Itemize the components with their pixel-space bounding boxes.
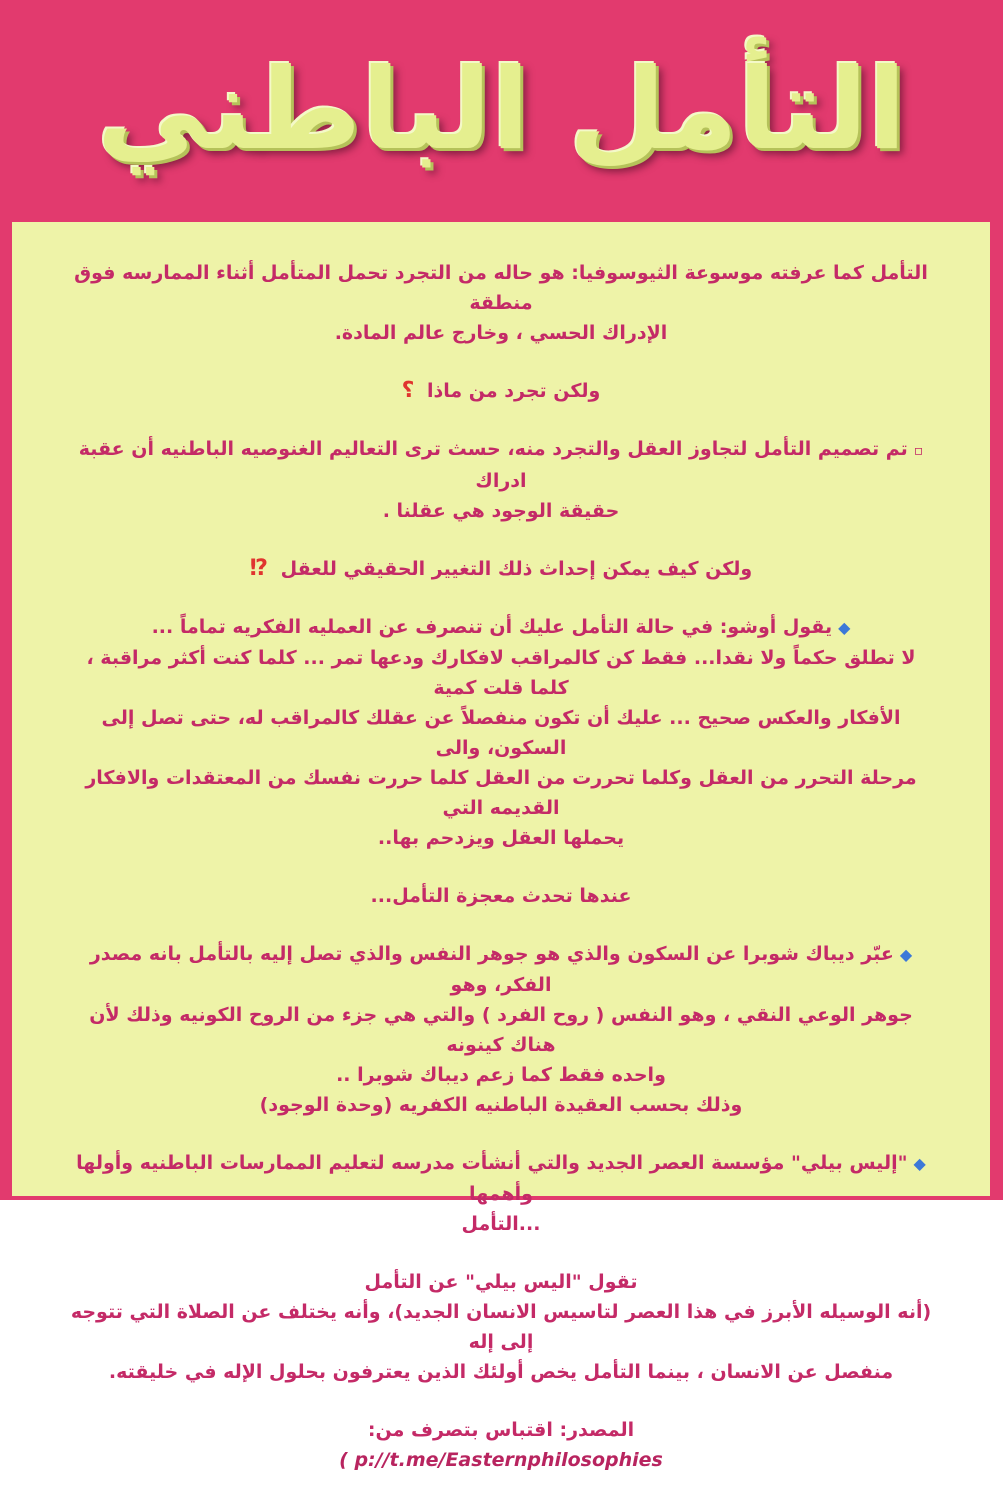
text-line: مرحلة التحرر من العقل وكلما تحررت من العقل كلما حررت نفسك من المعتقدات والافكار القديمه التي [85, 767, 917, 819]
paragraph-question-1 [12, 376, 990, 406]
question-text: ولكن تجرد من ماذا [427, 380, 601, 402]
exclamation-question-icon: ⁉ [249, 556, 268, 581]
text-line: منفصل عن الانسان ، بينما التأمل يخص أولئك الذين يعترفون بحلول الإله في خليقته. [108, 1361, 894, 1383]
article-body [12, 258, 990, 1503]
text-line: الأفكار والعكس صحيح ... عليك أن تكون منفصلاً عن عقلك كالمراقب له، حتى تصل إلى السكون، والى [101, 707, 901, 759]
text-span: يقول أوشو: في حالة التأمل عليك أن تنصرف عن العمليه الفكريه تماماً ... [151, 616, 833, 638]
paragraph-miracle [12, 881, 990, 911]
text-line: يحملها العقل ويزدحم بها.. [377, 827, 625, 849]
paragraph-osho [12, 612, 990, 853]
text-line: جوهر الوعي النقي ، وهو النفس ( روح الفرد ) والتي هي جزء من الروح الكونيه وذلك لأن هناك كينونه [89, 1004, 913, 1056]
paragraph-chopra [12, 939, 990, 1120]
title-banner [0, 0, 1003, 220]
source-label: المصدر: اقتباس بتصرف من: [367, 1419, 635, 1441]
paragraph-design [12, 434, 990, 526]
source-block [12, 1415, 990, 1475]
text-line: تقول "اليس بيلي" عن التأمل [364, 1271, 638, 1293]
question-mark-icon: ؟ [401, 378, 415, 403]
text-line: واحده فقط كما زعم ديباك شوبرا .. [336, 1064, 666, 1086]
source-link[interactable]: ( p://t.me/Easternphilosophies [339, 1449, 663, 1471]
square-bullet-icon: ▫ [913, 443, 924, 459]
text-line [64, 554, 938, 584]
paragraph-bailey [12, 1148, 990, 1239]
diamond-bullet-icon: ◆ [899, 945, 913, 964]
text-line: التأمل كما عرفته موسوعة الثيوسوفيا: هو حاله من التجرد تحمل المتأمل أثناء الممارسه فوق منطقة [74, 262, 928, 314]
text-line [64, 939, 938, 1000]
text-line: لا تطلق حكماً ولا نقدا... فقط كن كالمراقب لافكارك ودعها تمر ... كلما كنت أكثر مراقبة ، كلما قلت كمية [86, 647, 916, 699]
text-span: تم تصميم التأمل لتجاوز العقل والتجرد منه، حسث ترى التعاليم الغنوصيه الباطنيه أن عقبة ادراك [78, 438, 908, 492]
content-panel [12, 222, 990, 1471]
text-line: عندها تحدث معجزة التأمل... [370, 885, 632, 907]
text-line [64, 612, 938, 643]
text-line: ...التأمل [461, 1213, 541, 1235]
diamond-bullet-icon: ◆ [913, 1154, 926, 1173]
diamond-bullet-icon: ◆ [838, 618, 851, 637]
question-text: ولكن كيف يمكن إحداث ذلك التغيير الحقيقي للعقل [280, 558, 753, 580]
text-line [64, 376, 938, 406]
paragraph-bailey-quote [12, 1267, 990, 1387]
text-span: "إليس بيلي" مؤسسة العصر الجديد والتي أنشأت مدرسه لتعليم الممارسات الباطنيه وأولها وأهمها [76, 1152, 908, 1205]
text-line: (أنه الوسيله الأبرز في هذا العصر لتاسيس الانسان الجديد)، وأنه يختلف عن الصلاة التي تتوجه إلى إله [70, 1301, 932, 1353]
page-title: التأمل الباطني [96, 45, 907, 175]
text-span: عبّر ديباك شوبرا عن السكون والذي هو جوهر النفس والذي تصل إليه بالتأمل بانه مصدر الفكر، وهو [89, 943, 894, 996]
paragraph-definition [12, 258, 990, 348]
text-line: حقيقة الوجود هي عقلنا . [382, 500, 620, 522]
text-line: وذلك بحسب العقيدة الباطنيه الكفريه (وحدة الوجود) [259, 1094, 743, 1116]
text-line [64, 434, 938, 496]
paragraph-question-2 [12, 554, 990, 584]
text-line: الإدراك الحسي ، وخارج عالم المادة. [334, 322, 668, 344]
